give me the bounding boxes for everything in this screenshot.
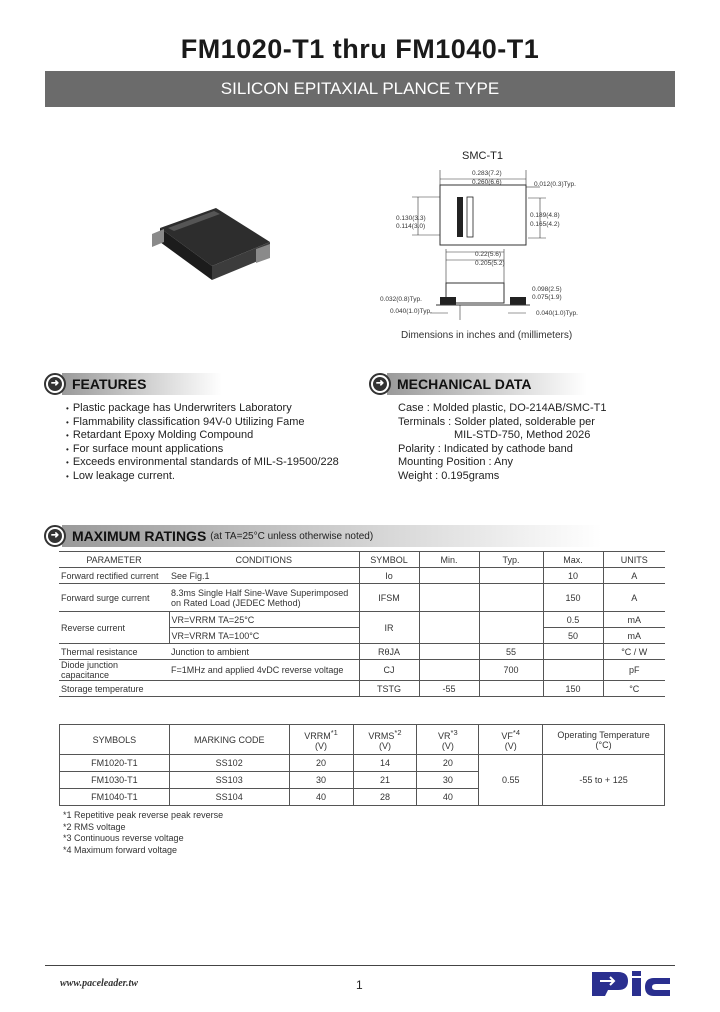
feature-item: • For surface mount applications: [66, 443, 339, 457]
col-header: UNITS: [603, 552, 665, 568]
table-row: [59, 681, 665, 697]
min-cell: [419, 644, 479, 660]
symbol-cell: RθJA: [359, 644, 419, 660]
symbol-cell: FM1020-T1: [60, 755, 170, 772]
unit-cell: °C: [603, 681, 665, 697]
typ-cell: [479, 584, 543, 612]
vr-cell: 30: [417, 772, 479, 789]
col-header: [417, 725, 479, 755]
col-header: Max.: [543, 552, 603, 568]
footnote: *3 Continuous reverse voltage: [63, 833, 184, 843]
max-cell: 50: [543, 628, 603, 644]
typ-cell: 700: [479, 660, 543, 681]
param-cell: Thermal resistance: [59, 644, 169, 660]
dim-foot-a: 0.032(0.8)Typ.: [380, 296, 422, 303]
table-header-row: [60, 725, 665, 755]
arrow-icon: ➜: [44, 525, 66, 547]
unit-cell: mA: [603, 612, 665, 628]
vrrm-label: VRRM: [304, 731, 331, 741]
dim-right-height-a: 0.189(4.8): [530, 212, 560, 219]
dim-left-height-b: 0.114(3.0): [396, 223, 426, 230]
ratings-table: [59, 551, 665, 697]
dim-bottom-width-b: 0.205(5.2): [475, 260, 505, 267]
param-cell: Diode junction capacitance: [59, 660, 169, 681]
dim-bottom-width-a: 0.22(5.6): [475, 251, 502, 258]
dim-top-width-a: 0.283(7.2): [472, 170, 502, 177]
marking-cell: SS103: [169, 772, 289, 789]
max-cell: 10: [543, 568, 603, 584]
table-row: [60, 755, 665, 772]
max-cell: [543, 644, 603, 660]
page-number: 1: [356, 978, 363, 992]
vrrm-note: *1: [330, 728, 338, 737]
package-photo: [152, 208, 270, 284]
param-cell: Reverse current: [59, 612, 169, 644]
features-list: [66, 402, 339, 483]
min-cell: [419, 660, 479, 681]
mechanical-list: [398, 402, 606, 483]
unit-cell: °C / W: [603, 644, 665, 660]
ratings-heading: [44, 524, 602, 548]
unit-cell: pF: [603, 660, 665, 681]
col-header: Typ.: [479, 552, 543, 568]
mechanical-line: MIL-STD-750, Method 2026: [454, 429, 591, 441]
feature-item: • Plastic package has Underwriters Laboratory: [66, 402, 339, 416]
vf-note: *4: [512, 728, 521, 737]
unit-cell: A: [603, 584, 665, 612]
col-header: MARKING CODE: [169, 725, 289, 755]
symbol-cell: CJ: [359, 660, 419, 681]
table-row: [59, 584, 665, 612]
max-cell: 150: [543, 584, 603, 612]
min-cell: [419, 568, 479, 584]
footer-divider: [45, 965, 675, 966]
col-header: CONDITIONS: [169, 552, 359, 568]
table-row: [59, 644, 665, 660]
mechanical-line: Weight : 0.195grams: [398, 469, 500, 482]
dim-height-b: 0.075(1.9): [532, 294, 562, 301]
vrrm-cell: 30: [289, 772, 353, 789]
dim-right-height-b: 0.165(4.2): [530, 221, 560, 228]
cond-cell: Junction to ambient: [169, 644, 359, 660]
marking-cell: SS102: [169, 755, 289, 772]
symbol-cell: Io: [359, 568, 419, 584]
cond-cell: [169, 681, 359, 697]
param-cell: Storage temperature: [59, 681, 169, 697]
vf-label: VF: [501, 731, 513, 741]
features-heading-label: FEATURES: [72, 376, 147, 392]
feature-item: • Retardant Epoxy Molding Compound: [66, 429, 339, 443]
symbol-cell: FM1030-T1: [60, 772, 170, 789]
symbol-cell: FM1040-T1: [60, 789, 170, 806]
vr-cell: 20: [417, 755, 479, 772]
mechanical-line: Case : Molded plastic, DO-214AB/SMC-T1: [398, 402, 607, 414]
pic-logo: [590, 968, 674, 998]
vrms-note: *2: [394, 728, 402, 737]
dim-top-width-b: 0.260(6.6): [472, 179, 502, 186]
col-header: PARAMETER: [59, 552, 169, 568]
dim-foot-c: 0.040(1.0)Typ.: [536, 310, 578, 317]
cond-cell: VR=VRRM TA=25°C: [169, 612, 359, 628]
typ-cell: [479, 612, 543, 644]
vrms-label: VRMS: [368, 731, 395, 741]
col-header: SYMBOL: [359, 552, 419, 568]
mechanical-line: Mounting Position : Any: [398, 456, 513, 468]
footnote: *4 Maximum forward voltage: [63, 844, 178, 855]
feature-item: • Exceeds environmental standards of MIL-S-19500/228: [66, 456, 339, 470]
vrms-cell: 21: [353, 772, 417, 789]
cond-cell: See Fig.1: [169, 568, 359, 584]
ratings-heading-note: (at TA=25°C unless otherwise noted): [210, 530, 374, 542]
vrms-cell: 28: [353, 789, 417, 806]
min-cell: [419, 612, 479, 644]
vf-unit: (V): [504, 741, 517, 751]
col-header: [353, 725, 417, 755]
max-cell: 0.5: [543, 612, 603, 628]
dimension-caption: Dimensions in inches and (millimeters): [401, 330, 573, 341]
vrms-unit: (V): [378, 741, 391, 751]
param-cell: Forward rectified current: [59, 568, 169, 584]
feature-item: • Low leakage current.: [66, 470, 339, 484]
mechanical-heading-label: MECHANICAL DATA: [397, 376, 532, 392]
min-cell: [419, 584, 479, 612]
vrrm-unit: (V): [315, 741, 328, 751]
cond-cell: VR=VRRM TA=100°C: [169, 628, 359, 644]
symbol-cell: IFSM: [359, 584, 419, 612]
vr-label: VR: [438, 731, 451, 741]
max-cell: 150: [543, 681, 603, 697]
mechanical-line: Terminals : Solder plated, solderable per: [398, 415, 595, 428]
feature-item: • Flammability classification 94V-0 Utilizing Fame: [66, 416, 339, 430]
marking-cell: SS104: [169, 789, 289, 806]
vrms-cell: 14: [353, 755, 417, 772]
min-cell: -55: [419, 681, 479, 697]
table-row: [59, 612, 665, 628]
vf-cell: 0.55: [479, 755, 543, 806]
symbol-cell: TSTG: [359, 681, 419, 697]
col-header: [479, 725, 543, 755]
dim-lead-thickness: 0.012(0.3)Typ.: [534, 181, 576, 188]
vr-unit: (V): [441, 741, 454, 751]
dim-left-height-a: 0.130(3.3): [396, 215, 426, 222]
arrow-icon: ➜: [369, 373, 391, 395]
mechanical-heading: [369, 372, 587, 396]
dim-foot-b: 0.040(1.0)Typ.: [390, 308, 432, 315]
unit-cell: A: [603, 568, 665, 584]
vr-cell: 40: [417, 789, 479, 806]
cond-cell: F=1MHz and applied 4vDC reverse voltage: [169, 660, 359, 681]
max-cell: [543, 660, 603, 681]
op-temp-label: Operating Temperature: [557, 729, 650, 740]
dimension-drawing: [360, 165, 620, 330]
cond-cell: 8.3ms Single Half Sine-Wave Superimposed on Rated Load (JEDEC Method): [169, 584, 359, 612]
arrow-icon: ➜: [44, 373, 66, 395]
table-header-row: [59, 552, 665, 568]
typ-cell: [479, 568, 543, 584]
footnote: *1 Repetitive peak reverse peak reverse: [63, 810, 224, 820]
ratings-heading-label: MAXIMUM RATINGS: [72, 528, 207, 544]
features-heading: [44, 372, 222, 396]
vrrm-cell: 20: [289, 755, 353, 772]
symbol-cell: IR: [359, 612, 419, 644]
op-temp-unit: (°C): [595, 739, 612, 750]
document-title: FM1020-T1 thru FM1040-T1: [180, 34, 540, 64]
table-row: [59, 660, 665, 681]
table-row: [59, 568, 665, 584]
dim-height-a: 0.098(2.5): [532, 286, 562, 293]
typ-cell: [479, 681, 543, 697]
mechanical-line: Polarity : Indicated by cathode band: [398, 442, 573, 455]
param-cell: Forward surge current: [59, 584, 169, 612]
package-name: SMC-T1: [462, 150, 503, 162]
typ-cell: 55: [479, 644, 543, 660]
col-header: Min.: [419, 552, 479, 568]
subtitle-bar: SILICON EPITAXIAL PLANCE TYPE: [45, 71, 675, 107]
col-header: [289, 725, 353, 755]
website-link[interactable]: www.paceleader.tw: [60, 978, 138, 989]
unit-cell: mA: [603, 628, 665, 644]
vrrm-cell: 40: [289, 789, 353, 806]
col-header: SYMBOLS: [60, 725, 170, 755]
marking-code-table: [59, 724, 665, 806]
vr-note: *3: [450, 728, 458, 737]
footnote: *2 RMS voltage: [63, 821, 126, 832]
footnotes: [63, 810, 223, 856]
col-header: [543, 725, 665, 755]
temp-range-cell: -55 to + 125: [543, 755, 665, 806]
